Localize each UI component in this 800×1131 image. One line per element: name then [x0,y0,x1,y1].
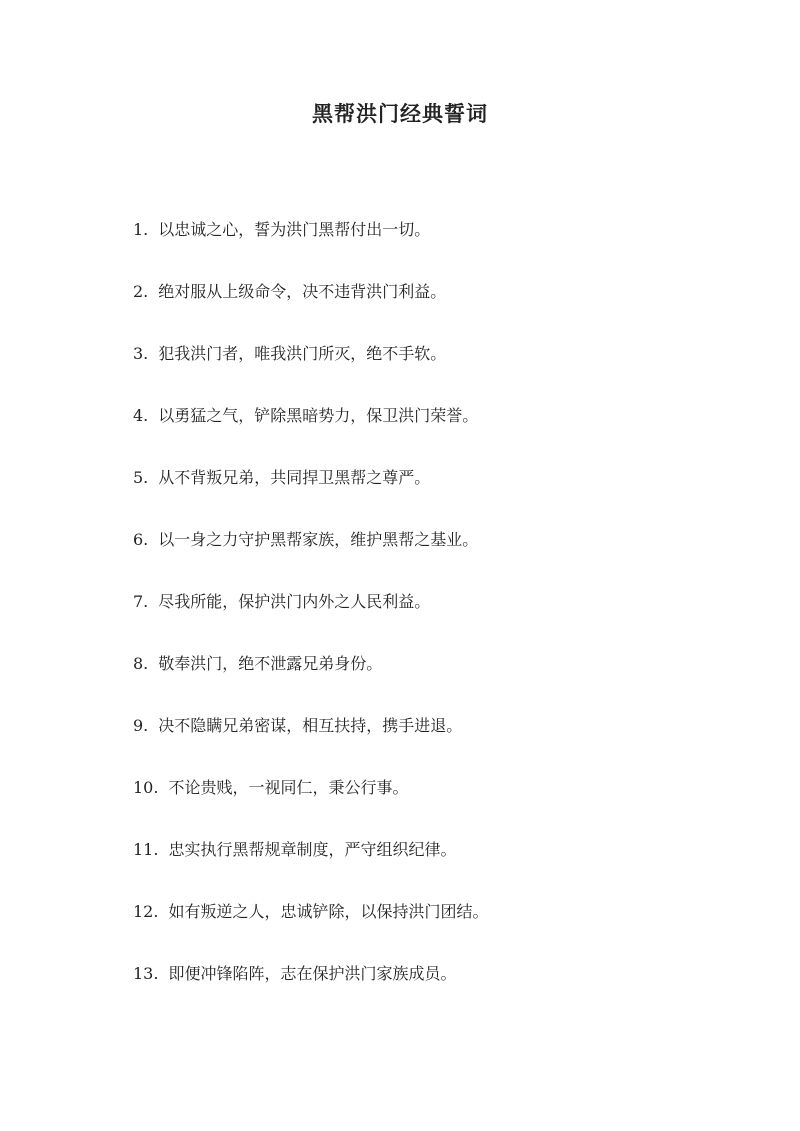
document-title: 黑帮洪门经典誓词 [312,101,488,126]
oath-item [133,467,488,529]
oath-item-number: 5. [133,468,149,487]
oath-item-text: 不论贵贱，一视同仁，秉公行事。 [168,778,409,797]
oath-item-text: 尽我所能，保护洪门内外之人民利益。 [158,592,431,611]
oath-item [133,405,488,467]
oath-item-text: 忠实执行黑帮规章制度，严守组织纪律。 [168,840,457,859]
oath-item-number: 7. [133,592,149,611]
oath-item [133,529,488,591]
oath-item [133,839,488,901]
oath-item [133,281,488,343]
oath-item-text: 绝对服从上级命令，决不违背洪门利益。 [158,282,447,301]
oath-item-text: 以一身之力守护黑帮家族，维护黑帮之基业。 [158,530,479,549]
oath-item [133,591,488,653]
oath-item-number: 11. [133,840,159,859]
oath-item-text: 犯我洪门者，唯我洪门所灭，绝不手软。 [158,344,447,363]
oath-item-number: 8. [133,654,149,673]
oath-item [133,653,488,715]
oath-item-number: 12. [133,902,159,921]
oath-item-text: 决不隐瞒兄弟密谋，相互扶持，携手进退。 [158,716,463,735]
oath-item-number: 9. [133,716,149,735]
oath-item-number: 13. [133,964,159,983]
oath-item-text: 从不背叛兄弟，共同捍卫黑帮之尊严。 [158,468,431,487]
oath-item [133,343,488,405]
oath-item [133,963,488,1025]
oath-item [133,777,488,839]
oath-item-number: 2. [133,282,149,301]
oath-item-text: 以忠诚之心，誓为洪门黑帮付出一切。 [158,220,431,239]
oath-item [133,901,488,963]
oath-item-text: 如有叛逆之人，忠诚铲除，以保持洪门团结。 [168,902,489,921]
oath-item-text: 敬奉洪门，绝不泄露兄弟身份。 [158,654,383,673]
oath-item-number: 4. [133,406,149,425]
oath-item-number: 1. [133,220,149,239]
oath-item [133,219,488,281]
oath-item-number: 6. [133,530,149,549]
oath-item-text: 以勇猛之气，铲除黑暗势力，保卫洪门荣誉。 [158,406,479,425]
oath-list [133,219,488,1025]
oath-item-text: 即便冲锋陷阵，志在保护洪门家族成员。 [168,964,457,983]
oath-item-number: 10. [133,778,159,797]
oath-item-number: 3. [133,344,149,363]
oath-item [133,715,488,777]
